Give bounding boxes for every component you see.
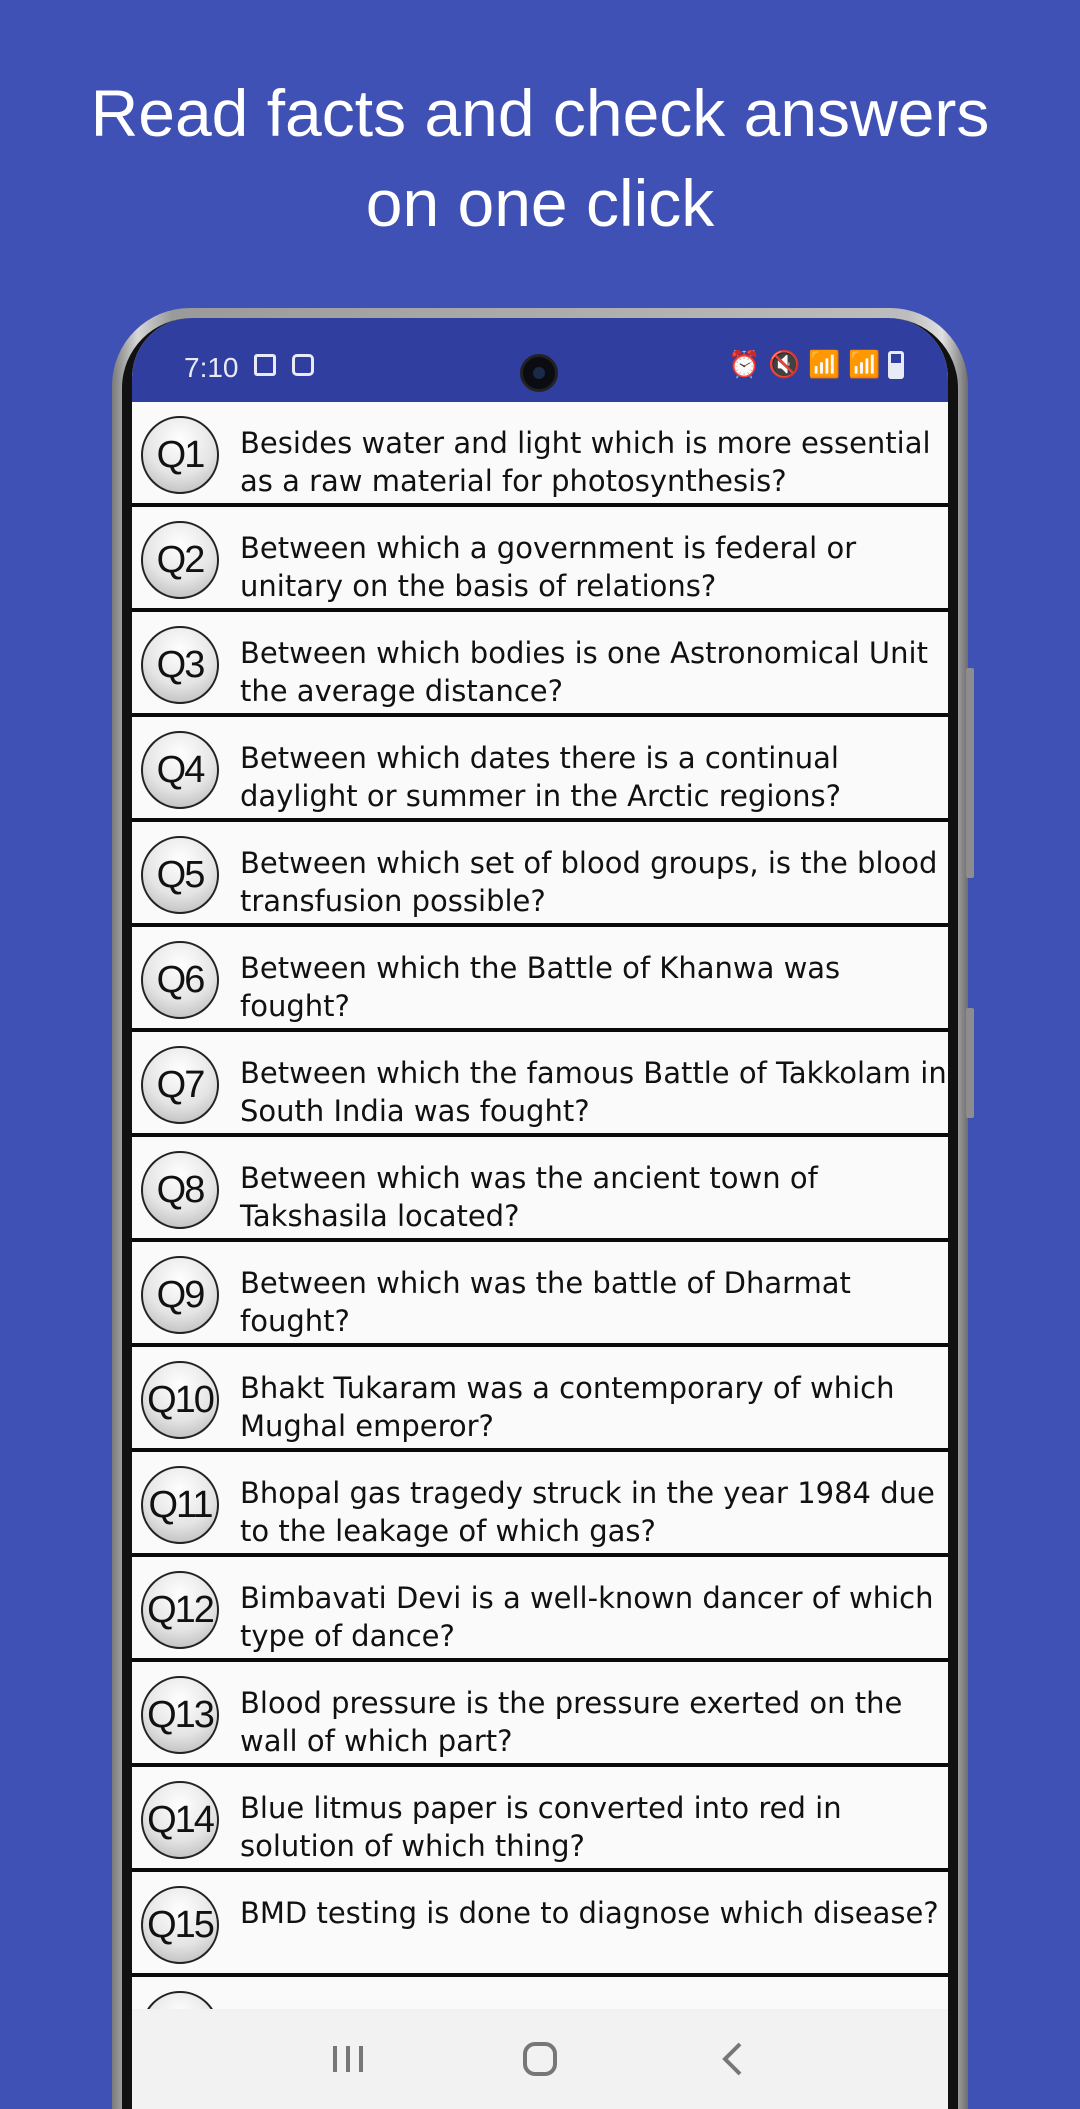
- question-number-badge: Q4: [141, 731, 219, 809]
- question-text: [240, 1369, 948, 1445]
- question-number-badge: Q2: [141, 521, 219, 599]
- question-text-line1: Bimbavati Devi is a well-known dancer of which: [240, 1581, 934, 1615]
- question-number-badge: Q9: [141, 1256, 219, 1334]
- question-text-line2: as a raw material for photosynthesis?: [240, 464, 787, 498]
- question-text-line2: wall of which part?: [240, 1724, 513, 1758]
- question-number-badge: Q15: [141, 1886, 219, 1964]
- list-item[interactable]: [132, 927, 948, 1032]
- signal-roaming-icon: 📶: [808, 350, 841, 380]
- question-text-line1: Between which was the battle of Dharmat: [240, 1266, 851, 1300]
- question-text: [240, 1894, 948, 1932]
- question-text-line2: South India was fought?: [240, 1094, 590, 1128]
- list-item[interactable]: [132, 1452, 948, 1557]
- list-item[interactable]: [132, 717, 948, 822]
- phone-screen: [132, 318, 948, 2109]
- list-item[interactable]: [132, 1242, 948, 1347]
- list-item[interactable]: [132, 507, 948, 612]
- question-text: [240, 1264, 948, 1340]
- front-camera: [520, 354, 558, 392]
- list-item[interactable]: [132, 1137, 948, 1242]
- question-text: [240, 634, 948, 710]
- question-text-line2: transfusion possible?: [240, 884, 546, 918]
- question-text-line1: Bhakt Tukaram was a contemporary of which: [240, 1371, 895, 1405]
- question-text-line1: BMD testing is done to diagnose which disease?: [240, 1896, 939, 1930]
- image-icon: [254, 354, 276, 376]
- status-bar: [132, 318, 948, 402]
- question-text-line1: Between which the famous Battle of Takkolam in: [240, 1056, 947, 1090]
- promo-title: [0, 68, 1080, 248]
- question-text-line1: Blue litmus paper is converted into red in: [240, 1791, 842, 1825]
- question-list[interactable]: [132, 402, 948, 2037]
- signal-icon: 📶: [848, 350, 881, 380]
- status-icons: [728, 350, 904, 380]
- question-text: [240, 529, 948, 605]
- recents-icon[interactable]: [318, 2029, 378, 2089]
- question-text-line1: Besides water and light which is more essential: [240, 426, 931, 460]
- question-text-line2: Takshasila located?: [240, 1199, 520, 1233]
- question-text: [240, 1579, 948, 1655]
- question-text-line1: Between which dates there is a continual: [240, 741, 839, 775]
- question-text-line2: daylight or summer in the Arctic regions?: [240, 779, 842, 813]
- alarm-icon: ⏰: [728, 350, 761, 380]
- question-text-line1: Blood pressure is the pressure exerted on the: [240, 1686, 903, 1720]
- list-item[interactable]: [132, 822, 948, 927]
- list-item[interactable]: [132, 1347, 948, 1452]
- question-text-line1: Between which was the ancient town of: [240, 1161, 818, 1195]
- question-text-line2: Mughal emperor?: [240, 1409, 494, 1443]
- question-text: [240, 1789, 948, 1865]
- list-item[interactable]: [132, 1662, 948, 1767]
- question-number-badge: Q1: [141, 416, 219, 494]
- list-item[interactable]: [132, 1557, 948, 1662]
- question-number-badge: Q5: [141, 836, 219, 914]
- question-text-line1: Between which a government is federal or: [240, 531, 857, 565]
- navigation-bar: [132, 2009, 948, 2109]
- screen-record-icon: [292, 354, 314, 376]
- question-number-badge: Q11: [141, 1466, 219, 1544]
- list-item[interactable]: [132, 1032, 948, 1137]
- question-text-line2: fought?: [240, 1304, 350, 1338]
- question-number-badge: Q3: [141, 626, 219, 704]
- promo-title-line2: on one click: [365, 166, 715, 240]
- mute-icon: 🔇: [768, 350, 801, 380]
- question-text: [240, 1054, 948, 1130]
- question-text-line2: fought?: [240, 989, 350, 1023]
- list-item[interactable]: [132, 1872, 948, 1977]
- question-text: [240, 1684, 948, 1760]
- question-number-badge: Q14: [141, 1781, 219, 1859]
- question-text: [240, 949, 948, 1025]
- question-text-line2: to the leakage of which gas?: [240, 1514, 656, 1548]
- question-text: [240, 739, 948, 815]
- battery-icon: [888, 351, 904, 379]
- home-icon[interactable]: [510, 2029, 570, 2089]
- question-number-badge: Q8: [141, 1151, 219, 1229]
- question-text-line2: solution of which thing?: [240, 1829, 585, 1863]
- list-item[interactable]: [132, 1767, 948, 1872]
- question-text: [240, 1474, 948, 1550]
- question-text-line2: type of dance?: [240, 1619, 455, 1653]
- question-text-line2: the average distance?: [240, 674, 564, 708]
- question-text-line2: unitary on the basis of relations?: [240, 569, 717, 603]
- question-number-badge: Q7: [141, 1046, 219, 1124]
- question-number-badge: Q13: [141, 1676, 219, 1754]
- question-text-line1: Bhopal gas tragedy struck in the year 1984 due: [240, 1476, 935, 1510]
- question-text: [240, 844, 948, 920]
- question-text-line1: Between which bodies is one Astronomical Unit: [240, 636, 928, 670]
- question-number-badge: Q10: [141, 1361, 219, 1439]
- power-button: [966, 1008, 974, 1118]
- question-text-line1: Between which the Battle of Khanwa was: [240, 951, 841, 985]
- question-text: [240, 1159, 948, 1235]
- question-number-badge: Q6: [141, 941, 219, 1019]
- status-time: 7:10: [184, 352, 239, 383]
- list-item[interactable]: [132, 402, 948, 507]
- question-text-line1: Between which set of blood groups, is the blood: [240, 846, 938, 880]
- question-text: [240, 424, 948, 500]
- question-number-badge: Q12: [141, 1571, 219, 1649]
- volume-button: [966, 668, 974, 878]
- promo-title-line1: Read facts and check answers: [90, 76, 990, 150]
- list-item[interactable]: [132, 612, 948, 717]
- back-icon[interactable]: [702, 2029, 762, 2089]
